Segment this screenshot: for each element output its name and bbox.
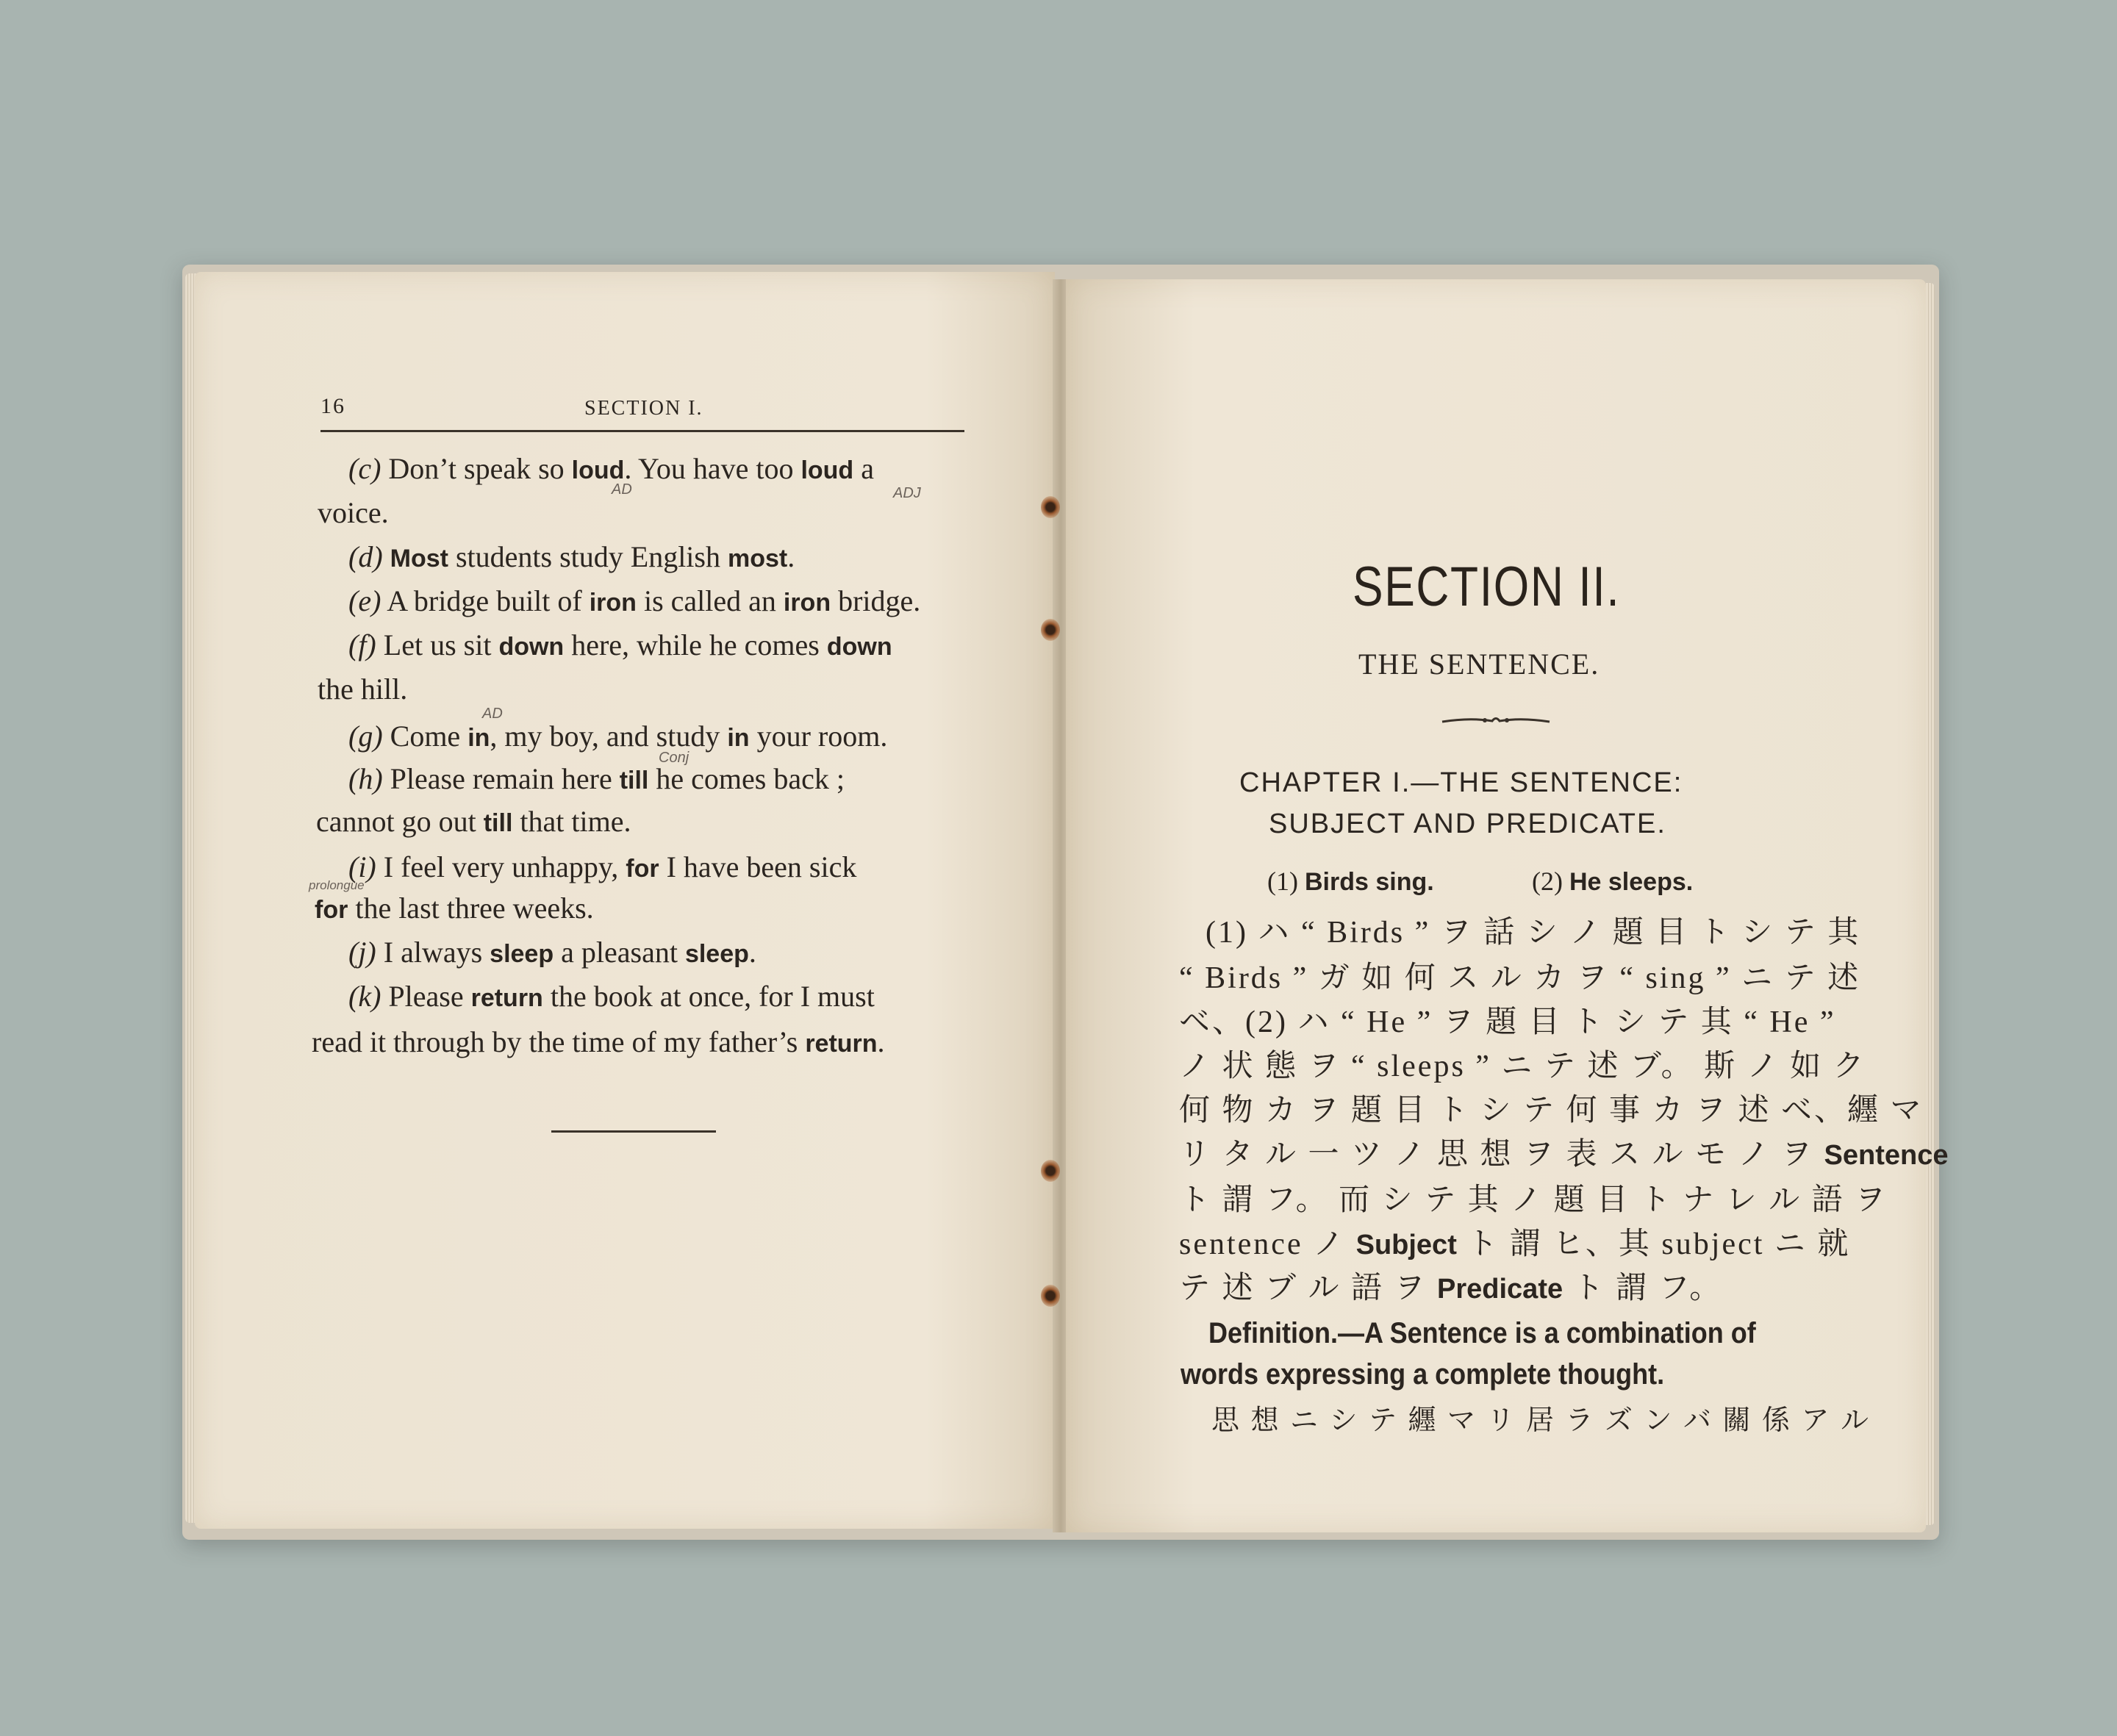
- example-line-i: (i) I feel very unhappy, for I have been sick: [348, 850, 857, 883]
- example-line-f: (f) Let us sit down here, while he comes down: [348, 628, 892, 661]
- example-1: (1) Birds sing.: [1267, 867, 1434, 896]
- example-line-c: (c) Don’t speak so loud. You have too loud a: [348, 452, 874, 485]
- example-2: (2) He sleeps.: [1532, 867, 1694, 896]
- pencil-note: Conj: [659, 750, 689, 766]
- definition-line-1: Definition.—A Sentence is a combination of: [1208, 1317, 1756, 1349]
- example-line-c-cont: voice.: [318, 496, 389, 529]
- pencil-note: AD: [482, 706, 503, 722]
- body-line: “ Birds ” ガ 如 何 ス ル カ ヲ “ sing ” ニ テ 述: [1179, 961, 1861, 995]
- staple-hole: [1041, 496, 1060, 518]
- section-end-rule: [551, 1130, 716, 1133]
- header-rule: [320, 430, 964, 432]
- example-line-j: (j) I always sleep a pleasant sleep.: [348, 936, 756, 969]
- pencil-note: AD: [612, 481, 632, 498]
- staple-hole: [1041, 1285, 1060, 1307]
- page-number: 16: [320, 394, 345, 418]
- chapter-title-line-1: CHAPTER I.—THE SENTENCE:: [1239, 767, 1683, 798]
- body-line: ノ 状 態 ヲ “ sleeps ” ニ テ 述 ブ。 斯 ノ 如 ク: [1179, 1050, 1866, 1083]
- body-line: sentence ノ Subject ト 謂 ヒ、其 subject ニ 就: [1179, 1227, 1851, 1261]
- example-line-k: (k) Please return the book at once, for I must: [348, 980, 875, 1013]
- example-line-e: (e) A bridge built of iron is called an iron bridge.: [348, 584, 921, 617]
- body-line: リ タ ル 一 ツ ノ 思 想 ヲ 表 ス ル モ ノ ヲ Sentence: [1179, 1138, 1949, 1172]
- definition-line-2: words expressing a complete thought.: [1181, 1358, 1665, 1391]
- body-line-last: 思 想 ニ シ テ 纒 マ リ 居 ラ ズ ン バ 關 係 ア ル: [1211, 1405, 1871, 1436]
- pencil-note: prolongue: [309, 878, 365, 892]
- body-line: (1) ハ “ Birds ” ヲ 話 シ ノ 題 目 ト シ テ 其: [1206, 916, 1861, 950]
- section-title: SECTION II.: [1353, 556, 1621, 618]
- staple-hole: [1041, 619, 1060, 641]
- example-line-h-cont: cannot go out till that time.: [316, 805, 631, 838]
- body-line: ベ、(2) ハ “ He ” ヲ 題 目 ト シ テ 其 “ He ”: [1179, 1005, 1836, 1039]
- example-line-f-cont: the hill.: [318, 672, 408, 706]
- running-head: SECTION I.: [584, 397, 703, 420]
- ornament-divider: [1441, 713, 1551, 728]
- example-line-i-cont: for the last three weeks.: [315, 892, 594, 925]
- example-line-d: (d) Most students study English most.: [348, 540, 795, 573]
- chapter-title-line-2: SUBJECT AND PREDICATE.: [1269, 808, 1666, 839]
- body-line: ト 謂 フ。 而 シ テ 其 ノ 題 目 ト ナ レ ル 語 ヲ: [1179, 1183, 1888, 1217]
- body-line: 何 物 カ ヲ 題 目 ト シ テ 何 事 カ ヲ 述 ベ、纒 マ: [1179, 1094, 1924, 1127]
- section-subtitle: THE SENTENCE.: [1358, 648, 1600, 681]
- example-line-k-cont: read it through by the time of my father’s return.: [312, 1025, 885, 1058]
- body-line: テ 述 ブ ル 語 ヲ Predicate ト 謂 フ。: [1179, 1271, 1723, 1305]
- example-line-g: (g) Come in, my boy, and study in your room.: [348, 720, 888, 753]
- staple-hole: [1041, 1160, 1060, 1182]
- pencil-note: ADJ: [893, 485, 921, 501]
- example-line-h: (h) Please remain here till he comes back ;: [348, 762, 845, 795]
